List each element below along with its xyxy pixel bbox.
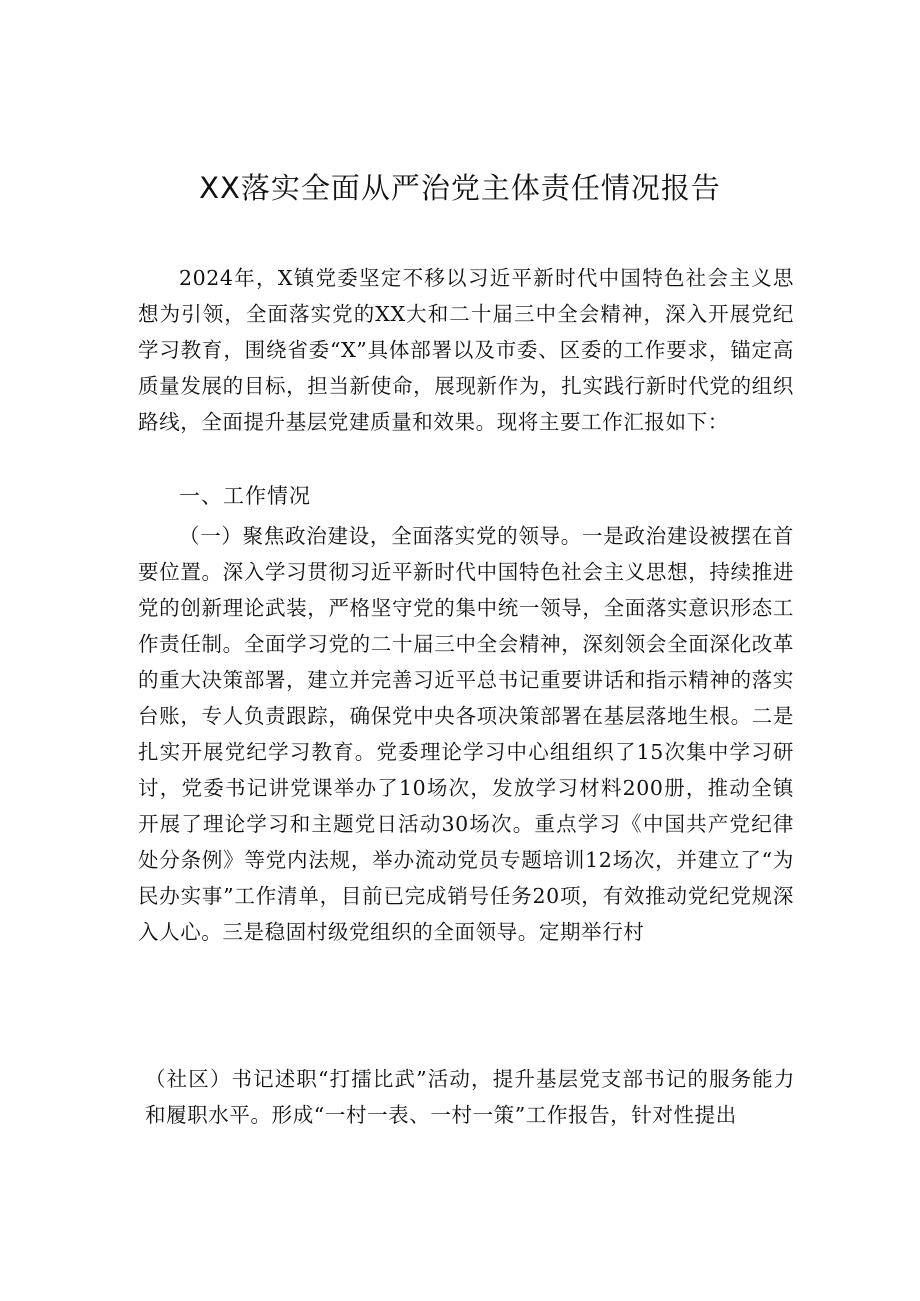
section-heading: 一、工作情况 — [179, 484, 311, 508]
continued-paragraph: （社区）书记述职“打擂比武”活动，提升基层党支部书记的服务能力和履职水平。形成“一村一表、一村一策”工作报告，针对性提出 — [145, 1067, 795, 1127]
report-title: XX落实全面从严治党主体责任情况报告 — [199, 171, 721, 205]
section-paragraph: （一）聚焦政治建设，全面落实党的领导。一是政治建设被摆在首要位置。深入学习贯彻习近平新时代中国特色社会主义思想，持续推进党的创新理论武装，严格坚守党的集中统一领导，全面落实意识形态工作责任制。全面学习党的二十届三中全会精神，深刻领会全面深化改革的重大决策部署，建立并完善习近平总书记重要讲话和指示精神的落实台账，专人负责跟踪，确保党中央各项决策部署在基层落地生根。二是扎实开展党纪学习教育。党委理论学习中心组组织了15次集中学习研讨，党委书记讲党课举办了10场次，发放学习材料200册，推动全镇开展了理论学习和主题党日活动30场次。重点学习《中国共产党纪律处分条例》等党内法规，举办流动党员专题培训12场次，并建立了“为民办实事”工作清单，目前已完成销号任务20项，有效推动党纪党规深入人心。三是稳固村级党组织的全面领导。定期举行村 — [138, 524, 794, 944]
intro-paragraph: 2024年，X镇党委坚定不移以习近平新时代中国特色社会主义思想为引领，全面落实党的XX大和二十届三中全会精神，深入开展党纪学习教育，围绕省委“X”具体部署以及市委、区委的工作要求，锚定高质量发展的目标，担当新使命，展现新作为，扎实践行新时代党的组织路线，全面提升基层党建质量和效果。现将主要工作汇报如下： — [138, 266, 794, 434]
